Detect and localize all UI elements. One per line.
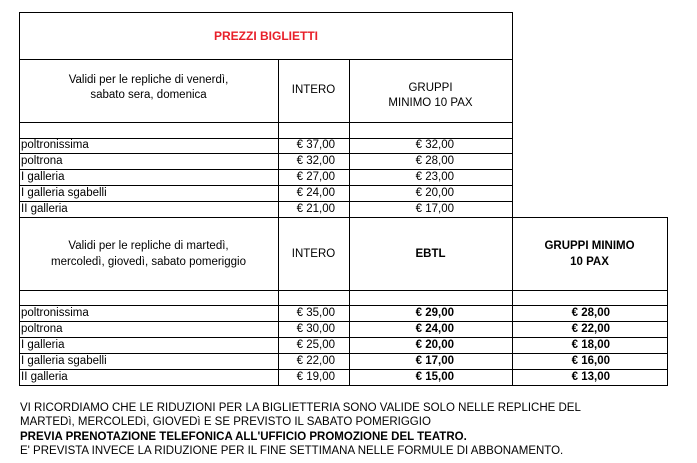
section1-col-intero: INTERO xyxy=(291,84,336,96)
footer-note-line2: MARTEDì, MERCOLEDì, GIOVEDì E SE PREVISTO IL SABATO POMERIGGIO xyxy=(20,416,431,428)
footer-note-line3: PREVIA PRENOTAZIONE TELEFONICA ALL'UFFICIO PROMOZIONE DEL TEATRO. xyxy=(20,431,467,443)
price-gruppi: € 16,00 xyxy=(571,355,610,367)
price-gruppi: € 28,00 xyxy=(571,307,610,319)
price-gruppi: € 13,00 xyxy=(571,371,610,383)
seat-name: II galleria xyxy=(21,371,68,383)
price-gruppi: € 32,00 xyxy=(415,139,454,151)
price-ebtl: € 17,00 xyxy=(415,355,454,367)
section2-col-ebtl: EBTL xyxy=(415,248,446,260)
price-ebtl: € 15,00 xyxy=(415,371,454,383)
price-intero: € 32,00 xyxy=(296,155,335,167)
seat-name: poltronissima xyxy=(21,307,89,319)
footer-note-line4: E' PREVISTA INVECE LA RIDUZIONE PER IL FINE SETTIMANA NELLE FORMULE DI ABBONAMENTO. xyxy=(20,445,564,457)
price-intero: € 27,00 xyxy=(296,171,335,183)
price-intero: € 35,00 xyxy=(296,307,335,319)
section1-col-gruppi-line1: GRUPPI xyxy=(408,82,453,94)
section2-col-gruppi-line1: GRUPPI MINIMO xyxy=(544,240,635,252)
price-gruppi: € 17,00 xyxy=(415,203,454,215)
page-title: PREZZI BIGLIETTI xyxy=(214,29,318,43)
section1-col-gruppi-line2: MINIMO 10 PAX xyxy=(388,97,473,109)
price-gruppi: € 28,00 xyxy=(415,155,454,167)
price-intero: € 22,00 xyxy=(296,355,335,367)
price-intero: € 24,00 xyxy=(296,187,335,199)
price-gruppi: € 18,00 xyxy=(571,339,610,351)
price-gruppi: € 23,00 xyxy=(415,171,454,183)
seat-name: II galleria xyxy=(21,203,68,215)
section2-description-line1: Validi per le repliche di martedì, xyxy=(68,240,229,252)
section2-description-line2: mercoledì, giovedì, sabato pomeriggio xyxy=(51,256,246,268)
price-gruppi: € 20,00 xyxy=(415,187,454,199)
price-ebtl: € 24,00 xyxy=(415,323,454,335)
section1-description-line1: Validi per le repliche di venerdì, xyxy=(68,74,229,86)
price-intero: € 37,00 xyxy=(296,139,335,151)
section2-col-intero: INTERO xyxy=(291,248,336,260)
price-intero: € 21,00 xyxy=(296,203,335,215)
seat-name: I galleria sgabelli xyxy=(21,187,107,199)
seat-name: poltronissima xyxy=(21,139,89,151)
price-ebtl: € 29,00 xyxy=(415,307,454,319)
section1-description-line2: sabato sera, domenica xyxy=(90,89,207,101)
price-intero: € 30,00 xyxy=(296,323,335,335)
seat-name: poltrona xyxy=(21,323,63,335)
price-intero: € 19,00 xyxy=(296,371,335,383)
price-ebtl: € 20,00 xyxy=(415,339,454,351)
price-gruppi: € 22,00 xyxy=(571,323,610,335)
seat-name: I galleria xyxy=(21,171,65,183)
seat-name: poltrona xyxy=(21,155,63,167)
footer-note-line1: VI RICORDIAMO CHE LE RIDUZIONI PER LA BIGLIETTERIA SONO VALIDE SOLO NELLE REPLICHE DEL xyxy=(20,402,581,414)
seat-name: I galleria xyxy=(21,339,65,351)
seat-name: I galleria sgabelli xyxy=(21,355,107,367)
section2-col-gruppi-line2: 10 PAX xyxy=(570,256,609,268)
price-intero: € 25,00 xyxy=(296,339,335,351)
